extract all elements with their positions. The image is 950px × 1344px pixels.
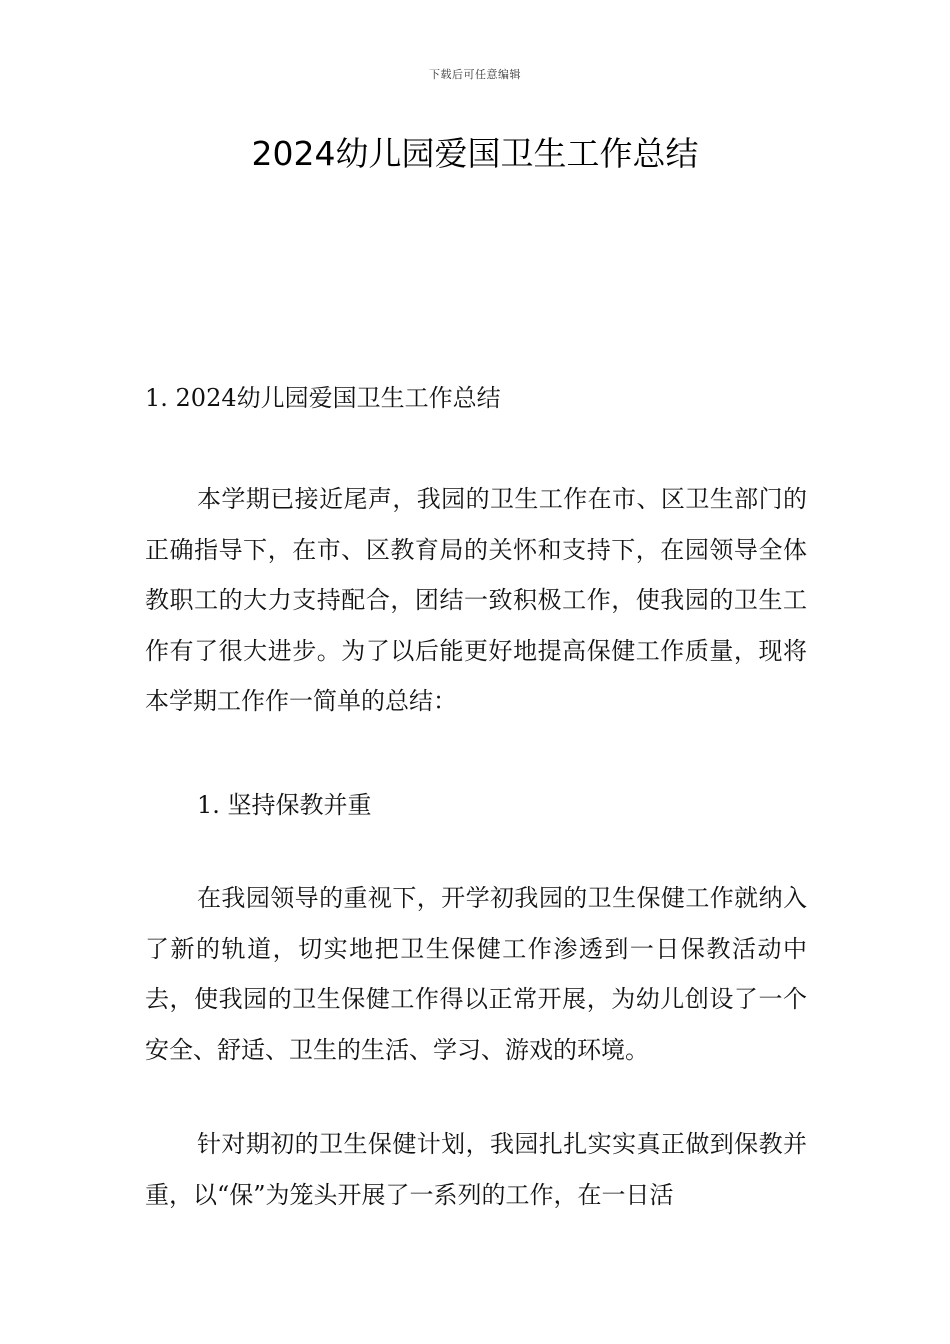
paragraph-body-2: 针对期初的卫生保健计划，我园扎扎实实真正做到保教并重，以“保”为笼头开展了一系列的工作，在一日活 (145, 1130, 807, 1209)
section-heading: 1. 2024幼儿园爱国卫生工作总结 (145, 384, 501, 412)
sub-heading-1: 1. 坚持保教并重 (197, 791, 372, 819)
paragraph-body-1: 在我园领导的重视下，开学初我园的卫生保健工作就纳入了新的轨道，切实地把卫生保健工作渗透到一日保教活动中去，使我园的卫生保健工作得以正常开展，为幼儿创设了一个安全、舒适、卫生的生活、学习、游戏的环境。 (145, 884, 807, 1064)
document-title: 2024幼儿园爱国卫生工作总结 (251, 134, 699, 173)
paragraph-intro: 本学期已接近尾声，我园的卫生工作在市、区卫生部门的正确指导下，在市、区教育局的关怀和支持下，在园领导全体教职工的大力支持配合，团结一致积极工作，使我园的卫生工作有了很大进步。为了以后能更好地提高保健工作质量，现将本学期工作作一简单的总结： (145, 485, 807, 715)
header-note: 下载后可任意编辑 (429, 68, 521, 81)
